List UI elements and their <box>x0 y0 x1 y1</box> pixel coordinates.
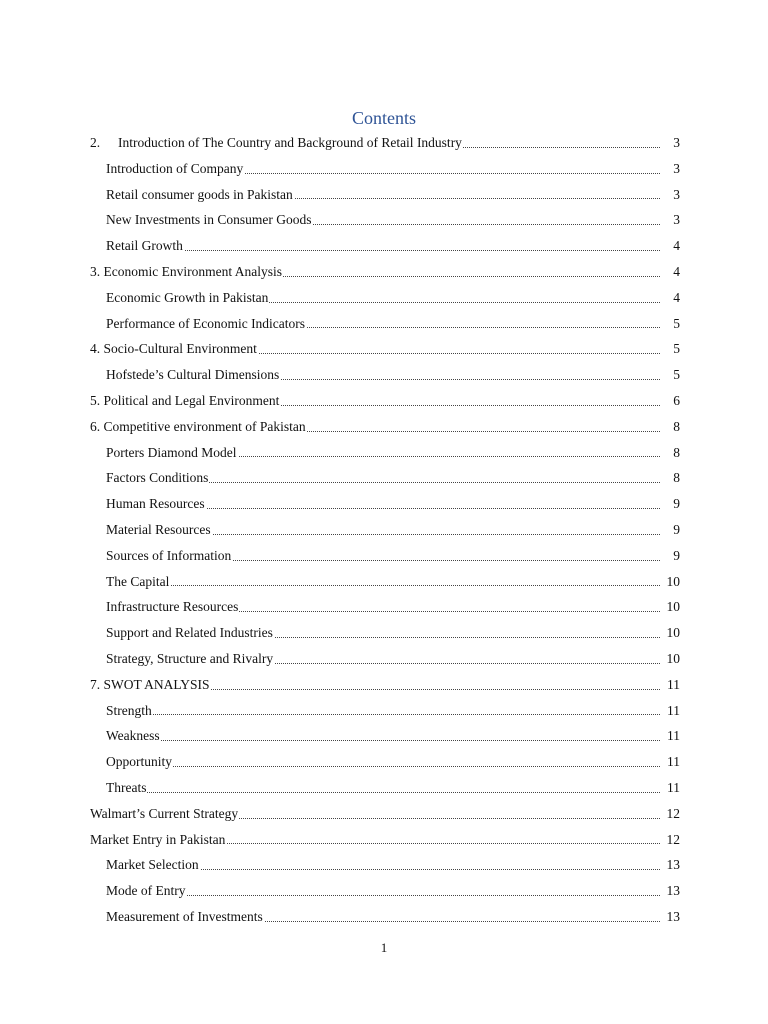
toc-entry[interactable] <box>90 594 680 620</box>
toc-entry-text: Human Resources <box>106 496 205 512</box>
page-number: 1 <box>380 940 388 955</box>
toc-entry[interactable] <box>90 517 680 543</box>
toc-entry[interactable] <box>90 311 680 337</box>
toc-entry[interactable] <box>90 414 680 440</box>
toc-entry[interactable] <box>90 388 680 414</box>
toc-entry-text: Introduction of Company <box>106 160 244 176</box>
toc-entry[interactable] <box>90 801 680 827</box>
toc-entry-text: 3. Economic Environment Analysis <box>90 263 282 279</box>
toc-entry-text: Sources of Information <box>106 547 232 563</box>
toc-entry-label <box>90 445 238 460</box>
toc-entry-label <box>90 367 280 382</box>
toc-entry-label <box>90 754 173 769</box>
toc-entry-page: 3 <box>672 182 680 208</box>
toc-entry-text: Retail Growth <box>106 238 183 254</box>
toc-entry[interactable] <box>90 336 680 362</box>
toc-entry-text: Performance of Economic Indicators <box>106 315 306 331</box>
toc-entry-label <box>90 574 170 589</box>
toc-entry[interactable] <box>90 878 680 904</box>
toc-entry-page: 11 <box>666 698 680 724</box>
toc-entry-label <box>90 393 280 408</box>
toc-entry-text: Market Entry in Pakistan <box>90 831 226 847</box>
toc-entry-label <box>90 625 274 640</box>
toc-entry-page: 10 <box>666 620 681 646</box>
toc-entry-text: Weakness <box>106 728 160 744</box>
toc-entry-label <box>90 264 283 279</box>
toc-entry-text: Threats <box>106 779 147 795</box>
toc-entry-label <box>90 135 463 150</box>
toc-entry-text: Support and Related Industries <box>106 625 273 641</box>
toc-entry-label <box>90 651 274 666</box>
toc-entry[interactable] <box>90 465 680 491</box>
toc-entry-page: 4 <box>672 233 680 259</box>
toc-entry-text: Strength <box>106 702 152 718</box>
toc-entry-text: Economic Growth in Pakistan <box>106 289 269 305</box>
toc-entry-page: 12 <box>666 827 681 853</box>
toc-entry[interactable] <box>90 698 680 724</box>
toc-entry-page: 8 <box>672 465 680 491</box>
toc-entry[interactable] <box>90 182 680 208</box>
toc-entry[interactable] <box>90 672 680 698</box>
toc-entry-page: 8 <box>672 440 680 466</box>
toc-entry-number: 2. <box>90 135 101 150</box>
toc-entry[interactable] <box>90 852 680 878</box>
toc-entry-text: The Capital <box>106 573 170 589</box>
toc-entry-page: 6 <box>672 388 680 414</box>
dot-leader <box>90 792 660 793</box>
toc-entry-page: 13 <box>666 852 681 878</box>
toc-entry-page: 4 <box>672 285 680 311</box>
toc-entry-label <box>90 780 147 795</box>
toc-entry-label <box>90 290 269 305</box>
toc-entry-page: 9 <box>672 543 680 569</box>
toc-entry-page: 13 <box>666 878 681 904</box>
toc-entry[interactable] <box>90 259 680 285</box>
toc-entry-label <box>90 857 200 872</box>
toc-entry-label <box>90 548 232 563</box>
toc-entry-text: Factors Conditions <box>106 470 209 486</box>
toc-heading: Contents <box>351 108 416 128</box>
toc-entry-text: Measurement of Investments <box>106 908 263 924</box>
toc-entry-label <box>90 832 226 847</box>
toc-entry[interactable] <box>90 362 680 388</box>
toc-entry-label <box>90 238 184 253</box>
toc-entry-page: 12 <box>666 801 681 827</box>
toc-entry-label <box>90 496 206 511</box>
toc-entry-page: 10 <box>666 646 681 672</box>
toc-entry-page: 10 <box>666 569 681 595</box>
toc-entry-text: Walmart’s Current Strategy <box>90 805 239 821</box>
toc-entry[interactable] <box>90 904 680 930</box>
toc-entry-page: 9 <box>672 517 680 543</box>
toc-entry-label <box>90 419 307 434</box>
toc-entry-label <box>90 599 239 614</box>
toc-entry-page: 9 <box>672 491 680 517</box>
toc-entry-label <box>90 187 294 202</box>
toc-entry-page: 11 <box>666 775 680 801</box>
toc-entry-label <box>90 703 153 718</box>
toc-entry[interactable] <box>90 491 680 517</box>
toc-entry-text: 4. Socio-Cultural Environment <box>90 341 257 357</box>
toc-entry-page: 5 <box>672 336 680 362</box>
dot-leader <box>90 766 660 767</box>
toc-entry-page: 5 <box>672 362 680 388</box>
dot-leader <box>90 740 660 741</box>
toc-entry-page: 11 <box>666 723 680 749</box>
toc-entry[interactable] <box>90 723 680 749</box>
toc-entry[interactable] <box>90 827 680 853</box>
toc-entry-label <box>90 883 186 898</box>
toc-entry-text: 7. SWOT ANALYSIS <box>90 676 210 692</box>
toc-entry[interactable] <box>90 130 680 156</box>
toc-entry-page: 3 <box>672 207 680 233</box>
toc-entry[interactable] <box>90 440 680 466</box>
toc-entry-text: Retail consumer goods in Pakistan <box>106 186 293 202</box>
toc-entry-page: 3 <box>672 156 680 182</box>
toc-entry-label <box>90 728 161 743</box>
toc-entry-text: Strategy, Structure and Rivalry <box>106 650 274 666</box>
toc-entry-text: 6. Competitive environment of Pakistan <box>90 418 306 434</box>
toc-entry-label <box>90 161 244 176</box>
toc-entry-text: Infrastructure Resources <box>106 599 239 615</box>
toc-entry-label <box>90 212 312 227</box>
toc-entry[interactable] <box>90 646 680 672</box>
toc-entry-label <box>90 909 264 924</box>
toc-entry-page: 3 <box>672 130 680 156</box>
dot-leader <box>90 585 660 586</box>
table-of-contents <box>90 130 680 930</box>
toc-entry-text: Market Selection <box>106 857 199 873</box>
dot-leader <box>90 714 660 715</box>
toc-entry-text: Porters Diamond Model <box>106 444 237 460</box>
toc-entry-page: 11 <box>666 672 680 698</box>
toc-entry-text: Material Resources <box>106 521 211 537</box>
toc-entry[interactable] <box>90 285 680 311</box>
toc-entry[interactable] <box>90 207 680 233</box>
toc-entry-page: 8 <box>672 414 680 440</box>
toc-entry-text: Introduction of The Country and Background of Retail Industry <box>118 135 462 150</box>
toc-entry-label <box>90 522 212 537</box>
toc-entry-label <box>90 677 211 692</box>
toc-entry-text: New Investments in Consumer Goods <box>106 212 312 228</box>
toc-entry-page: 13 <box>666 904 681 930</box>
toc-entry-page: 10 <box>666 594 681 620</box>
toc-entry[interactable] <box>90 775 680 801</box>
toc-entry[interactable] <box>90 569 680 595</box>
toc-entry[interactable] <box>90 749 680 775</box>
toc-entry-label <box>90 316 306 331</box>
toc-entry-text: Mode of Entry <box>106 883 186 899</box>
toc-entry[interactable] <box>90 543 680 569</box>
toc-entry[interactable] <box>90 233 680 259</box>
toc-entry-text: Hofstede’s Cultural Dimensions <box>106 367 280 383</box>
toc-entry-page: 11 <box>666 749 680 775</box>
toc-entry-text: Opportunity <box>106 754 172 770</box>
toc-entry-page: 4 <box>672 259 680 285</box>
toc-entry-text: 5. Political and Legal Environment <box>90 392 280 408</box>
toc-entry-label <box>90 470 209 485</box>
toc-entry[interactable] <box>90 620 680 646</box>
toc-entry-label <box>90 806 239 821</box>
toc-entry-page: 5 <box>672 311 680 337</box>
toc-entry[interactable] <box>90 156 680 182</box>
toc-entry-label <box>90 341 258 356</box>
